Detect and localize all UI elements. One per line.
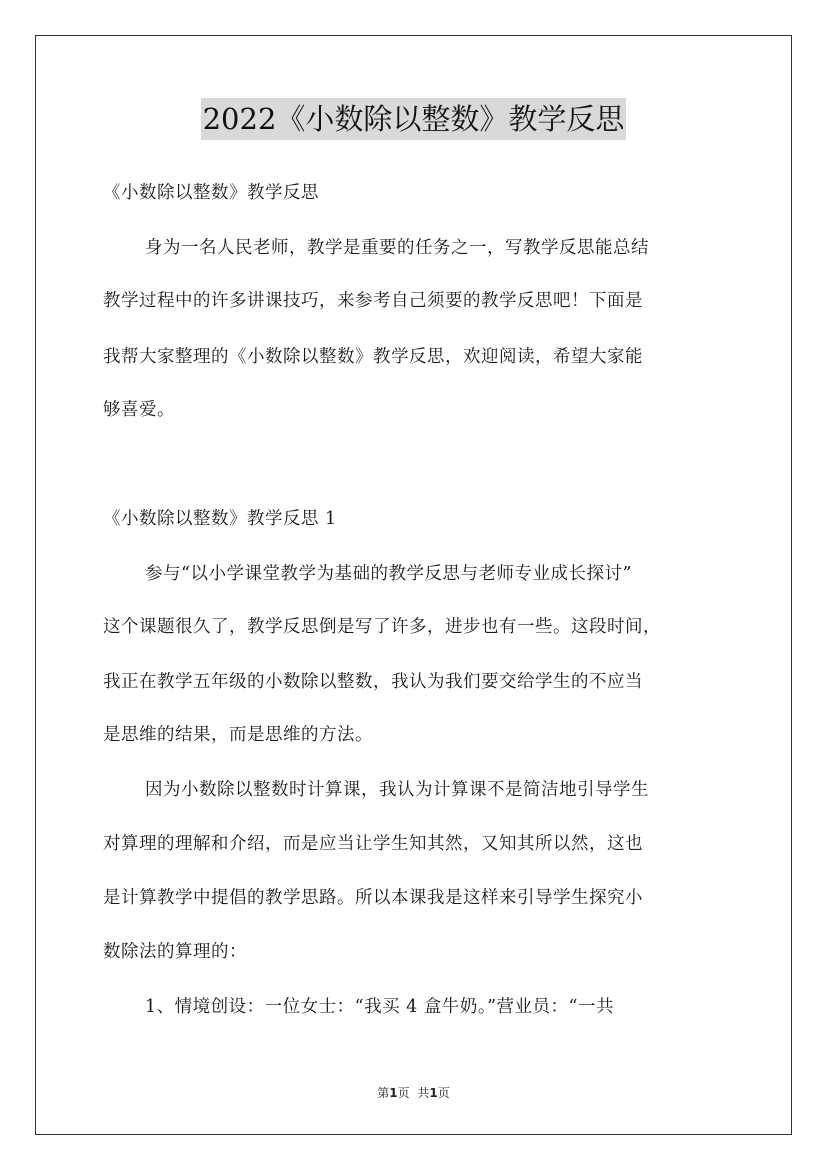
paragraph-line: 我正在教学五年级的小数除以整数，我认为我们要交给学生的不应当 xyxy=(103,672,643,692)
paragraph-line: 因为小数除以整数时计算课，我认为计算课不是简洁地引导学生 xyxy=(145,780,649,800)
total-suffix: 页 xyxy=(437,1086,450,1100)
paragraph-line: 参与“以小学课堂教学为基础的教学反思与老师专业成长探讨” xyxy=(145,564,632,584)
section-heading: 《小数除以整数》教学反思 1 xyxy=(103,509,337,529)
page-footer xyxy=(0,1084,827,1101)
paragraph-line: 是计算教学中提倡的教学思路。所以本课我是这样来引导学生探究小 xyxy=(103,888,643,908)
paragraph-line: 是思维的结果，而是思维的方法。 xyxy=(103,725,373,745)
paragraph-line: 教学过程中的许多讲课技巧，来参考自己须要的教学反思吧！下面是 xyxy=(103,291,643,311)
paragraph-line: 身为一名人民老师，教学是重要的任务之一，写教学反思能总结 xyxy=(145,238,649,258)
page-number: 1 xyxy=(389,1086,398,1100)
total-prefix: 共 xyxy=(417,1086,430,1100)
total-pages: 1 xyxy=(429,1086,438,1100)
paragraph-line: 我帮大家整理的《小数除以整数》教学反思，欢迎阅读，希望大家能 xyxy=(103,347,643,367)
title-container xyxy=(0,98,827,140)
document-title: 2022《小数除以整数》教学反思 xyxy=(201,98,627,140)
page-prefix: 第 xyxy=(377,1086,390,1100)
page-suffix: 页 xyxy=(397,1086,410,1100)
paragraph-line: 数除法的算理的： xyxy=(103,942,247,962)
paragraph-line: 这个课题很久了，教学反思倒是写了许多，进步也有一些。这段时间， xyxy=(103,617,661,637)
paragraph-line: 够喜爱。 xyxy=(103,400,175,420)
paragraph-line: 1、情境创设：一位女士：“我买 4 盒牛奶。”营业员：“一共 xyxy=(145,997,614,1017)
section-heading: 《小数除以整数》教学反思 xyxy=(103,183,319,203)
paragraph-line: 对算理的理解和介绍，而是应当让学生知其然，又知其所以然，这也 xyxy=(103,834,643,854)
